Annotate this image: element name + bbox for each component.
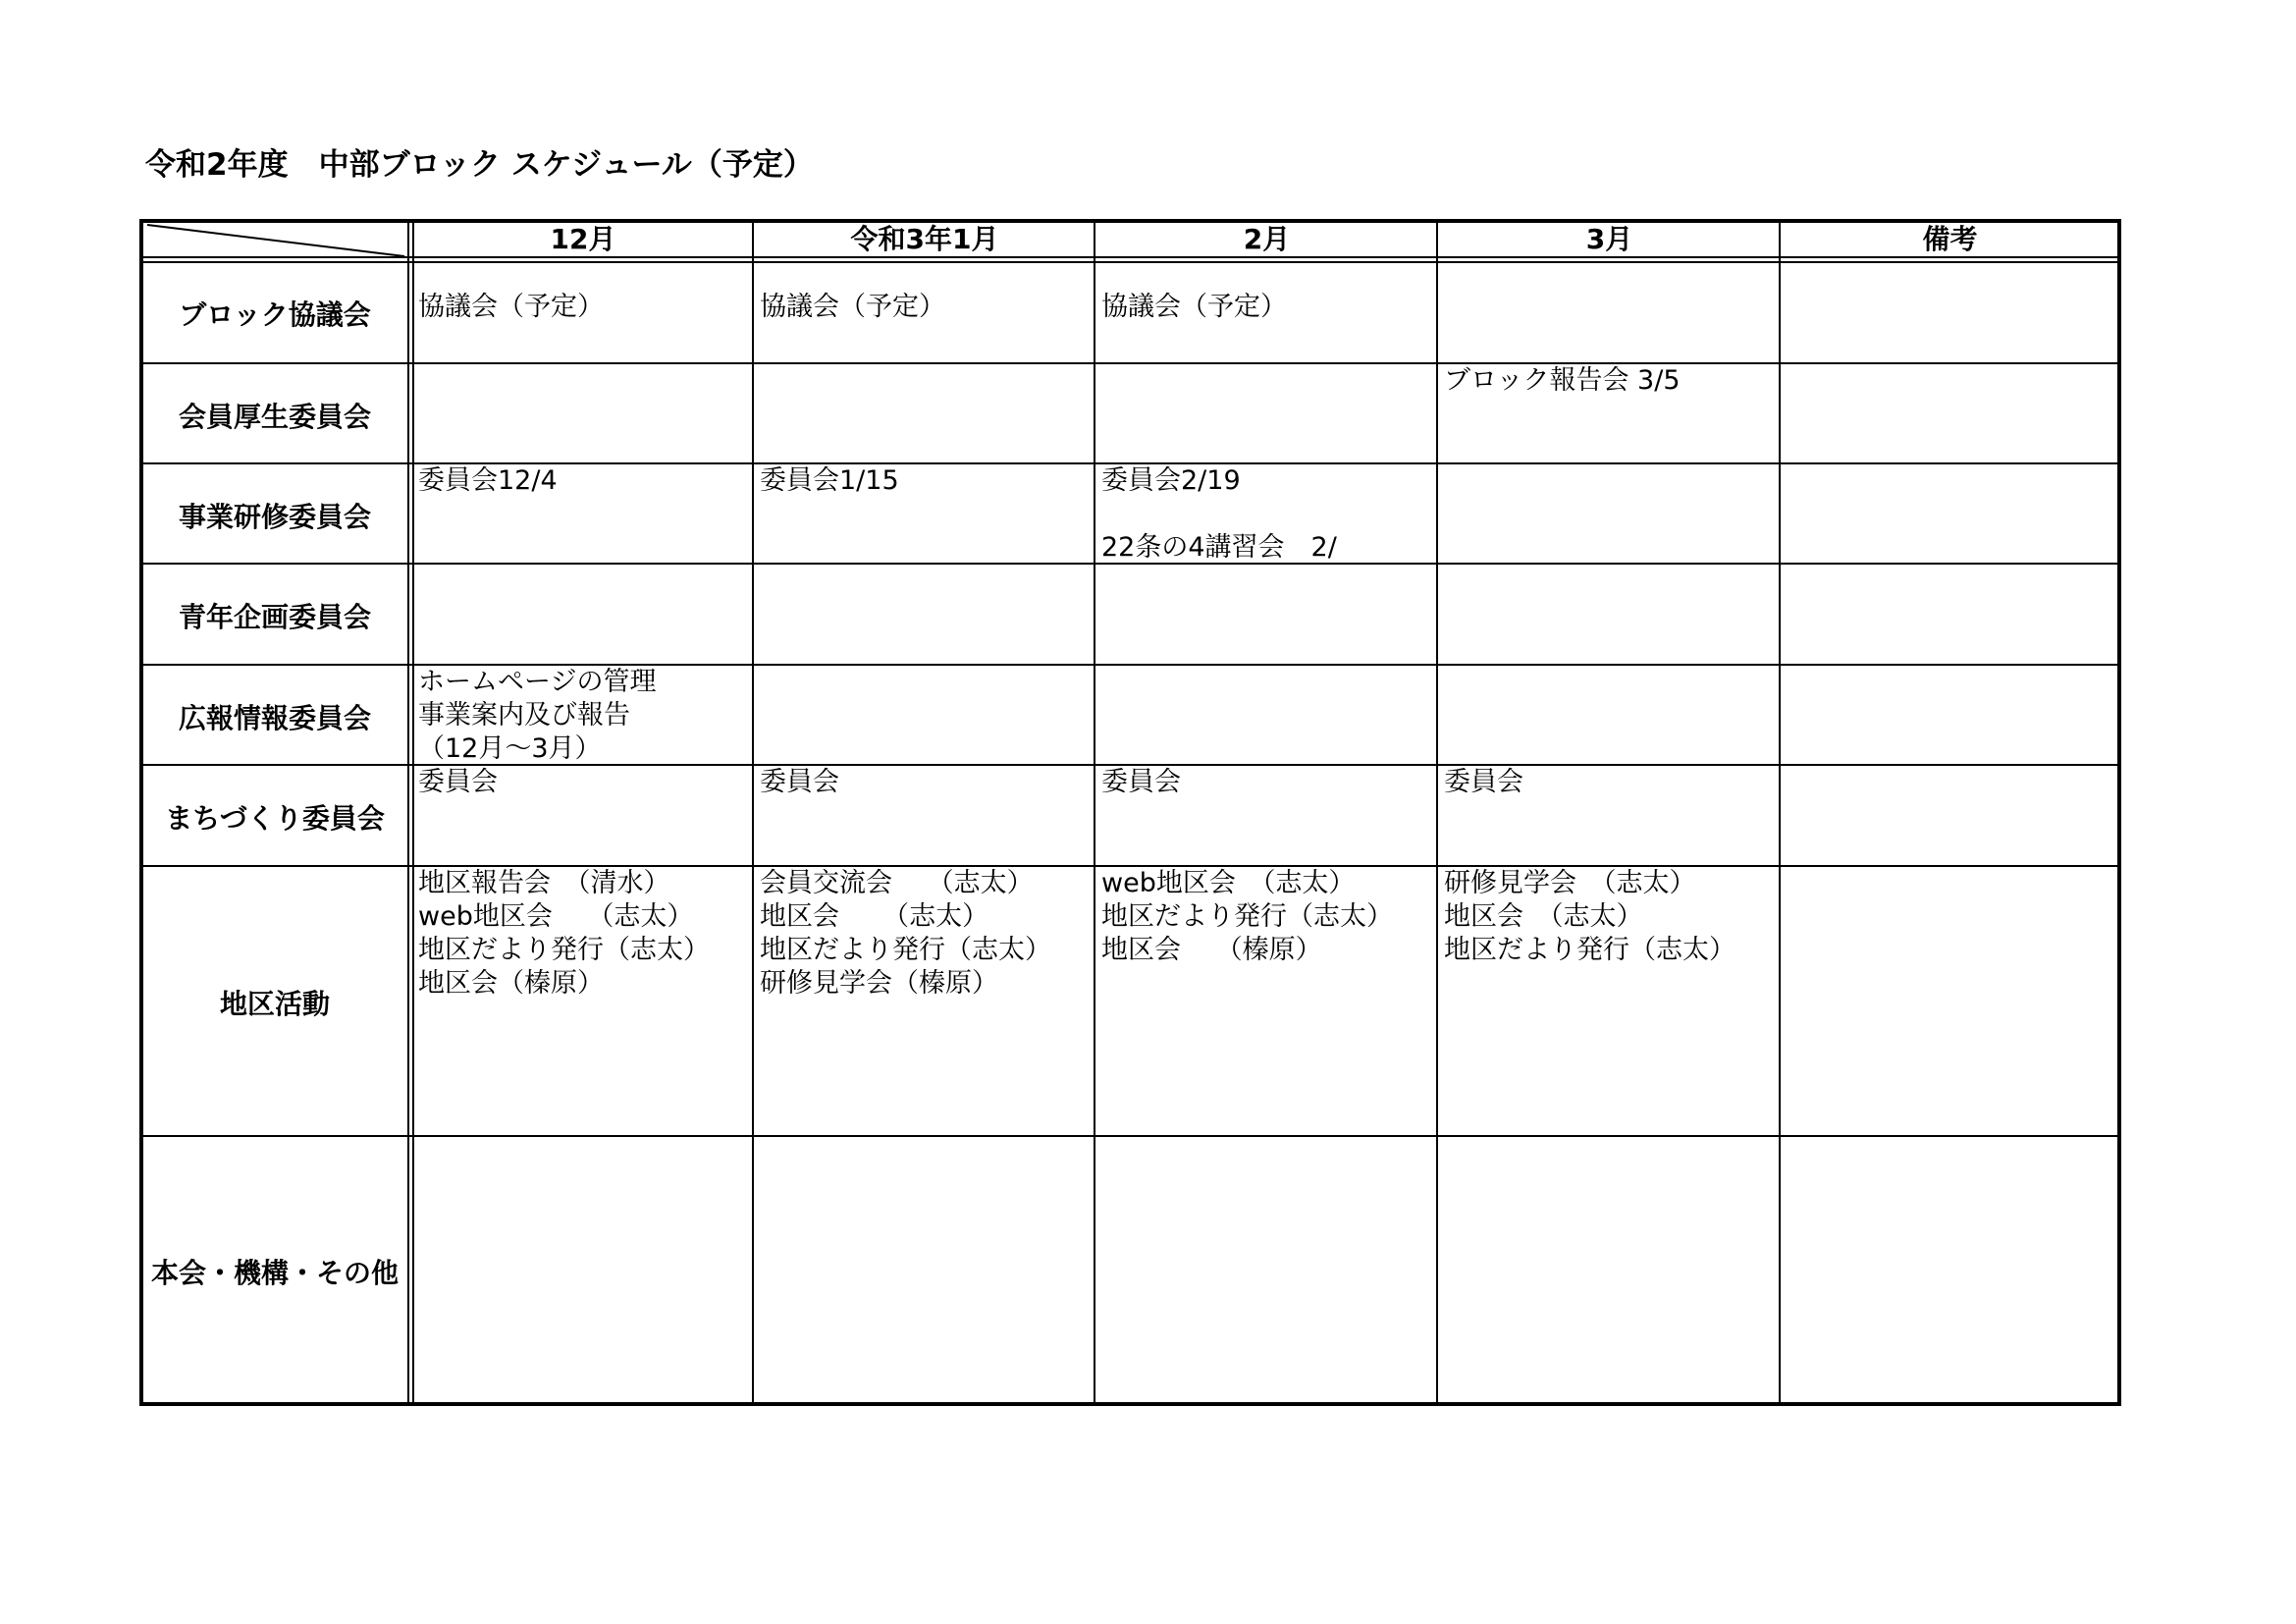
schedule-cell: 研修見学会 （志太） 地区会 （志太） 地区だより発行（志太） <box>1444 868 1735 965</box>
header-rule-top <box>143 256 2117 258</box>
row-label: 事業研修委員会 <box>178 500 371 533</box>
schedule-cell: 協議会（予定） <box>418 292 604 322</box>
column-header: 備考 <box>1922 223 1978 255</box>
schedule-cell: 委員会 <box>760 767 839 797</box>
schedule-cell: 委員会 <box>1101 767 1181 797</box>
label-column-rule-right <box>412 223 414 1402</box>
schedule-cell: 会員交流会 （志太） 地区会 （志太） 地区だより発行（志太） 研修見学会（榛原） <box>760 868 1051 999</box>
schedule-cell: ホームページの管理 事業案内及び報告 （12月～3月） <box>418 667 657 764</box>
schedule-table <box>139 219 2121 1406</box>
row-label: 地区活動 <box>219 988 330 1020</box>
row-label: ブロック協議会 <box>179 298 371 331</box>
row-label: 会員厚生委員会 <box>178 400 371 433</box>
row-divider <box>143 1135 2117 1137</box>
page-title: 令和2年度 中部ブロック スケジュール（予定） <box>145 147 814 183</box>
column-divider <box>1436 223 1438 1402</box>
schedule-cell: web地区会 （志太） 地区だより発行（志太） 地区会 （榛原） <box>1101 868 1393 965</box>
row-divider <box>143 362 2117 364</box>
column-header: 12月 <box>550 223 616 255</box>
row-label: 本会・機構・その他 <box>150 1256 399 1289</box>
schedule-cell: 協議会（予定） <box>1101 292 1287 322</box>
column-divider <box>1779 223 1781 1402</box>
header-rule-bottom <box>143 261 2117 263</box>
row-label: 広報情報委員会 <box>178 701 371 734</box>
column-divider <box>752 223 754 1402</box>
header-corner-diagonal <box>143 223 408 260</box>
column-divider <box>1094 223 1095 1402</box>
schedule-cell: 地区報告会 （清水） web地区会 （志太） 地区だより発行（志太） 地区会（榛原） <box>418 868 710 999</box>
schedule-cell: ブロック報告会 3/5 <box>1444 365 1681 396</box>
column-header: 令和3年1月 <box>850 223 999 255</box>
column-header: 3月 <box>1585 223 1633 255</box>
schedule-cell: 委員会2/19 22条の4講習会 2/ <box>1101 465 1337 563</box>
schedule-cell: 委員会12/4 <box>418 465 558 496</box>
schedule-cell: 協議会（予定） <box>760 292 945 322</box>
column-header: 2月 <box>1243 223 1291 255</box>
row-label: まちづくり委員会 <box>165 802 385 835</box>
row-label: 青年企画委員会 <box>178 601 371 633</box>
schedule-cell: 委員会1/15 <box>760 465 899 496</box>
schedule-cell: 委員会 <box>418 767 498 797</box>
schedule-cell: 委員会 <box>1444 767 1523 797</box>
label-column-rule-left <box>407 223 409 1402</box>
